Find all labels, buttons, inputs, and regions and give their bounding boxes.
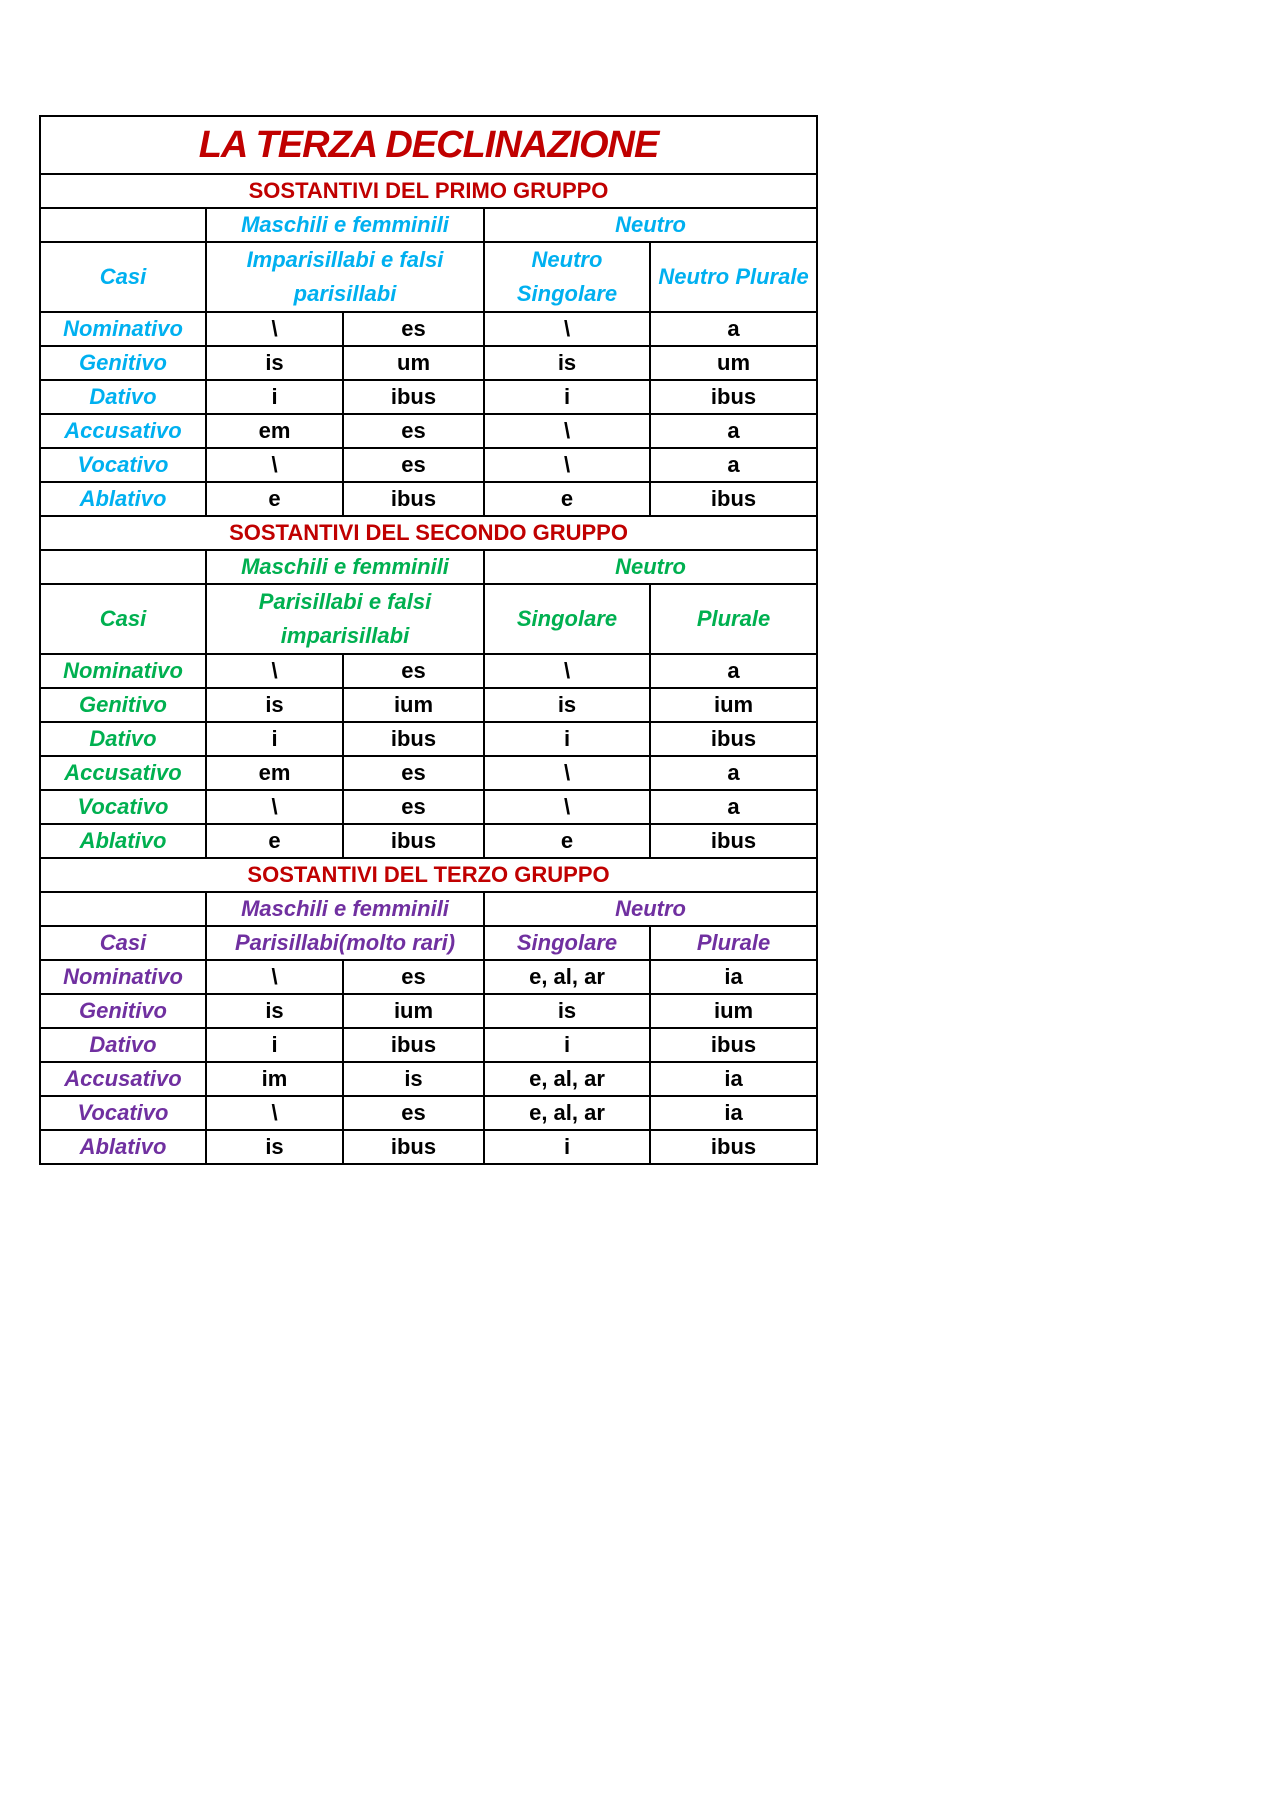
ending-cell: ibus (343, 722, 484, 756)
empty-cell (40, 550, 206, 584)
ending-cell: i (206, 722, 343, 756)
ending-cell: is (206, 346, 343, 380)
sub-plural-header: Neutro Plurale (650, 242, 817, 312)
mf-header: Maschili e femminili (206, 208, 484, 242)
mf-header: Maschili e femminili (206, 550, 484, 584)
table-row (40, 790, 817, 824)
ending-cell: es (343, 312, 484, 346)
ending-cell: is (206, 688, 343, 722)
ending-cell: is (343, 1062, 484, 1096)
ending-cell: im (206, 1062, 343, 1096)
sub-plural-header: Plurale (650, 584, 817, 654)
ending-cell: a (650, 790, 817, 824)
table-row (40, 414, 817, 448)
case-name: Ablativo (40, 482, 206, 516)
ending-cell: \ (206, 448, 343, 482)
case-name: Dativo (40, 1028, 206, 1062)
ending-cell: \ (206, 1096, 343, 1130)
case-name: Vocativo (40, 1096, 206, 1130)
table-row (40, 448, 817, 482)
sub-mf-header: Imparisillabi e falsi parisillabi (206, 242, 484, 312)
table-row (40, 960, 817, 994)
mf-header: Maschili e femminili (206, 892, 484, 926)
neutro-header: Neutro (484, 208, 817, 242)
ending-cell: ibus (650, 722, 817, 756)
ending-cell: ibus (343, 1028, 484, 1062)
ending-cell: a (650, 756, 817, 790)
ending-cell: is (484, 346, 650, 380)
ending-cell: ibus (343, 824, 484, 858)
ending-cell: \ (484, 654, 650, 688)
ending-cell: e, al, ar (484, 1062, 650, 1096)
ending-cell: e (206, 482, 343, 516)
neutro-header: Neutro (484, 550, 817, 584)
ending-cell: ia (650, 1062, 817, 1096)
table-row (40, 1028, 817, 1062)
table-row (40, 346, 817, 380)
ending-cell: em (206, 414, 343, 448)
table-row (40, 688, 817, 722)
case-name: Dativo (40, 722, 206, 756)
case-name: Ablativo (40, 1130, 206, 1164)
ending-cell: i (484, 1130, 650, 1164)
casi-header: Casi (40, 242, 206, 312)
ending-cell: is (206, 1130, 343, 1164)
ending-cell: ibus (650, 380, 817, 414)
ending-cell: \ (206, 312, 343, 346)
ending-cell: \ (484, 448, 650, 482)
ending-cell: es (343, 654, 484, 688)
ending-cell: is (484, 994, 650, 1028)
case-name: Nominativo (40, 960, 206, 994)
case-name: Dativo (40, 380, 206, 414)
ending-cell: is (484, 688, 650, 722)
ending-cell: \ (484, 414, 650, 448)
ending-cell: \ (484, 312, 650, 346)
ending-cell: ibus (650, 1028, 817, 1062)
ending-cell: es (343, 790, 484, 824)
sub-mf-header: Parisillabi(molto rari) (206, 926, 484, 960)
table-row (40, 380, 817, 414)
declension-table (39, 115, 818, 1165)
ending-cell: ibus (650, 824, 817, 858)
ending-cell: i (206, 1028, 343, 1062)
ending-cell: a (650, 448, 817, 482)
ending-cell: em (206, 756, 343, 790)
ending-cell: i (484, 380, 650, 414)
ending-cell: \ (206, 790, 343, 824)
ending-cell: i (484, 1028, 650, 1062)
ending-cell: e (484, 824, 650, 858)
ending-cell: \ (484, 790, 650, 824)
ending-cell: ibus (343, 380, 484, 414)
table-row (40, 312, 817, 346)
case-name: Vocativo (40, 448, 206, 482)
case-name: Genitivo (40, 994, 206, 1028)
ending-cell: a (650, 414, 817, 448)
ending-cell: \ (206, 654, 343, 688)
ending-cell: e (484, 482, 650, 516)
case-name: Accusativo (40, 1062, 206, 1096)
ending-cell: ibus (650, 482, 817, 516)
table-row (40, 1062, 817, 1096)
table-row (40, 824, 817, 858)
case-name: Genitivo (40, 688, 206, 722)
group-heading: SOSTANTIVI DEL SECONDO GRUPPO (40, 516, 817, 550)
ending-cell: \ (484, 756, 650, 790)
ending-cell: es (343, 414, 484, 448)
table-row (40, 994, 817, 1028)
ending-cell: es (343, 960, 484, 994)
table-row (40, 1130, 817, 1164)
group-heading: SOSTANTIVI DEL PRIMO GRUPPO (40, 174, 817, 208)
table-row (40, 756, 817, 790)
case-name: Accusativo (40, 756, 206, 790)
table-row (40, 1096, 817, 1130)
ending-cell: e (206, 824, 343, 858)
case-name: Genitivo (40, 346, 206, 380)
page-title: LA TERZA DECLINAZIONE (40, 116, 817, 174)
ending-cell: e, al, ar (484, 1096, 650, 1130)
ending-cell: i (484, 722, 650, 756)
ending-cell: es (343, 1096, 484, 1130)
ending-cell: ibus (343, 1130, 484, 1164)
table-row (40, 722, 817, 756)
ending-cell: a (650, 654, 817, 688)
casi-header: Casi (40, 584, 206, 654)
ending-cell: ia (650, 1096, 817, 1130)
case-name: Ablativo (40, 824, 206, 858)
table-row (40, 654, 817, 688)
case-name: Accusativo (40, 414, 206, 448)
ending-cell: ibus (650, 1130, 817, 1164)
ending-cell: ium (650, 688, 817, 722)
empty-cell (40, 892, 206, 926)
neutro-header: Neutro (484, 892, 817, 926)
ending-cell: ibus (343, 482, 484, 516)
group-heading: SOSTANTIVI DEL TERZO GRUPPO (40, 858, 817, 892)
table-row (40, 482, 817, 516)
empty-cell (40, 208, 206, 242)
sub-mf-header: Parisillabi e falsi imparisillabi (206, 584, 484, 654)
case-name: Nominativo (40, 312, 206, 346)
ending-cell: i (206, 380, 343, 414)
case-name: Nominativo (40, 654, 206, 688)
ending-cell: ia (650, 960, 817, 994)
ending-cell: ium (343, 994, 484, 1028)
ending-cell: es (343, 448, 484, 482)
sub-plural-header: Plurale (650, 926, 817, 960)
case-name: Vocativo (40, 790, 206, 824)
ending-cell: es (343, 756, 484, 790)
ending-cell: ium (343, 688, 484, 722)
sub-singular-header: Singolare (484, 926, 650, 960)
ending-cell: um (343, 346, 484, 380)
ending-cell: ium (650, 994, 817, 1028)
ending-cell: a (650, 312, 817, 346)
sub-singular-header: Neutro Singolare (484, 242, 650, 312)
casi-header: Casi (40, 926, 206, 960)
sub-singular-header: Singolare (484, 584, 650, 654)
ending-cell: is (206, 994, 343, 1028)
ending-cell: e, al, ar (484, 960, 650, 994)
ending-cell: um (650, 346, 817, 380)
ending-cell: \ (206, 960, 343, 994)
